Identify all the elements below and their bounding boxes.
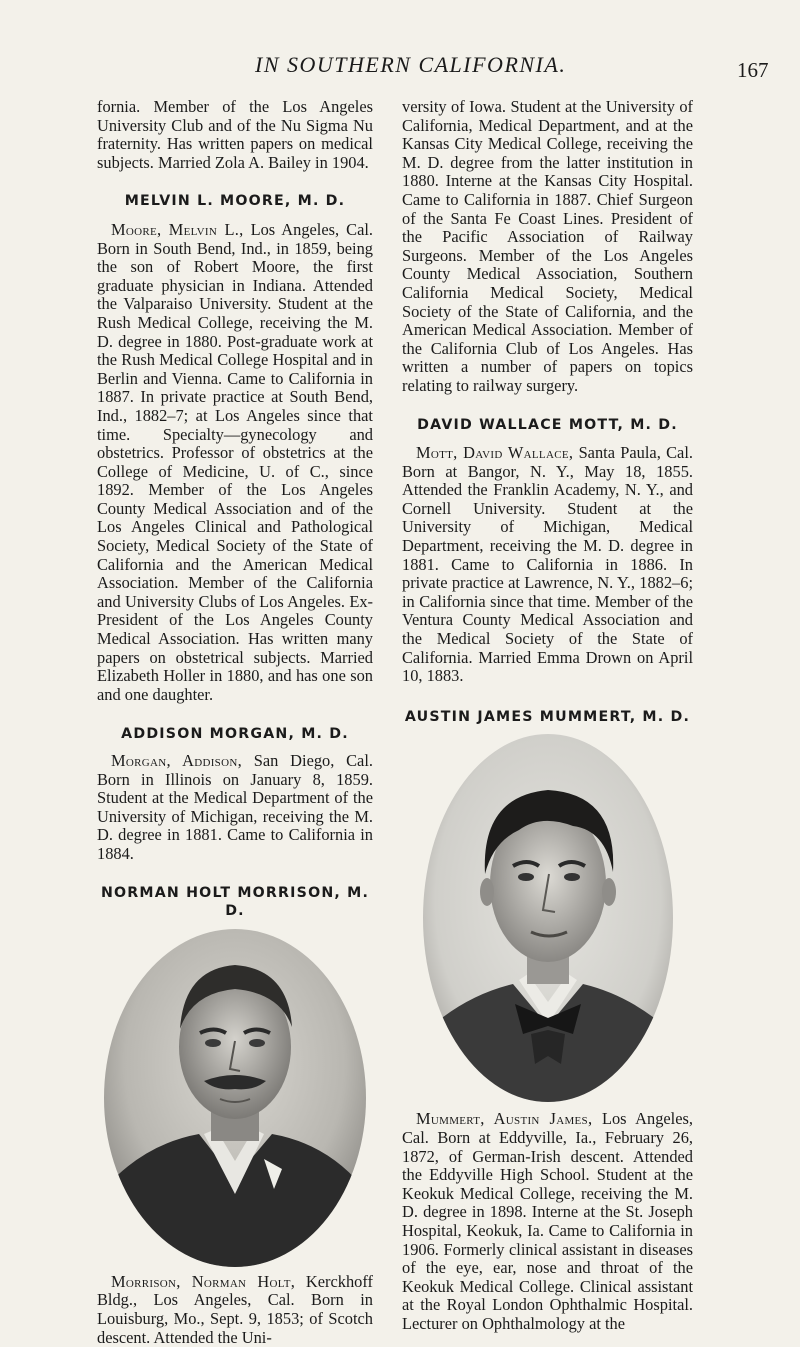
- mummert-name: Mummert, Austin James,: [416, 1109, 593, 1129]
- mummert-entry: [402, 1110, 693, 1333]
- morrison-body: Kerckhoff Bldg., Los Angeles, Cal. Born in Louisburg, Mo., Sept. 9, 1853; of Scotch descent. Attended the Uni-: [97, 1271, 373, 1347]
- morgan-name: Morgan, Addison,: [111, 751, 242, 770]
- moore-name: Moore, Melvin L.,: [111, 219, 244, 239]
- page-number: 167: [737, 58, 769, 82]
- running-head: IN SOUTHERN CALIFORNIA.: [255, 52, 567, 77]
- morrison-heading: NORMAN HOLT MORRISON, M. D.: [100, 884, 370, 920]
- morrison-portrait: [104, 929, 366, 1267]
- mummert-portrait: [423, 734, 673, 1102]
- mott-entry: [402, 444, 693, 686]
- morgan-entry: [97, 752, 373, 864]
- mott-heading: DAVID WALLACE MOTT, M. D.: [417, 416, 678, 433]
- continued-paragraph-right: versity of Iowa. Student at the University of California, Medical Department, and at the Kansas City Medical College, receiving the M. D. degree from the latter institution in 1880. Interne at the Kansas City Hospital. Came to California in 1887. Chief Surgeon of the Santa Fe Coast Lines. President of the Pacific Association of Railway Surgeons. Member of the Los Angeles County Medical Association, Southern California Medical Society, Medical Society of the State of California, and the American Medical Association. Member of the California Club of Los Angeles. Has written a number of papers on topics relating to railway surgery.: [402, 97, 693, 395]
- moore-body: Los Angeles, Cal. Born in South Bend, Ind., in 1859, being the son of Robert Moore, the first graduate physician in Indiana. Attended the Valparaiso University. Student at the Rush Medical College, receiving the M. D. degree in 1880. Post-graduate work at the Rush Medical College Hospital and in Berlin and Vienna. Came to California in 1887. In private practice at South Bend, Ind., 1882–7; at Los Angeles since that time. Specialty—gynecology and obstetrics. Professor of obstetrics at the College of Medicine, U. of C., since 1892. Member of the Los Angeles County Medical Association and of the Los Angeles Clinical and Pathological Society, Medical Society of the State of California and the American Medical Association. Member of the California and University Clubs of Los Angeles. Ex-President of the Los Angeles County Medical Association. Has written many papers on obstetrical subjects. Married Elizabeth Holler in 1880, and has one son and one daughter.: [97, 219, 373, 704]
- moore-entry: [97, 221, 373, 704]
- right-column: [402, 98, 693, 1334]
- morgan-heading: ADDISON MORGAN, M. D.: [121, 726, 349, 743]
- morrison-entry: [97, 1273, 373, 1347]
- morrison-name: Morrison, Norman Holt,: [111, 1271, 296, 1291]
- moore-heading: MELVIN L. MOORE, M. D.: [124, 193, 346, 210]
- page-header: [0, 52, 800, 92]
- mott-name: Mott, David Wallace,: [416, 443, 574, 463]
- mummert-body: Los Angeles, Cal. Born at Eddyville, Ia., February 26, 1872, of German-Irish descent. Attended the Eddyville High School. Student at the Keokuk Medical College, receiving the M. D. degree in 1898. Interne at the St. Joseph Hospital, Keokuk, Ia. Came to California in 1906. Formerly clinical assistant in diseases of the eye, ear, nose and throat of the Keokuk Medical College. Clinical assistant at the Royal London Ophthalmic Hospital. Lecturer on Ophthalmology at the: [402, 1109, 693, 1333]
- mott-body: Santa Paula, Cal. Born at Bangor, N. Y., May 18, 1855. Attended the Franklin Academy, N. Y., and Cornell University. Student at the University of Michigan, Medical Department, receiving the M. D. degree in 1881. Came to California in 1886. In private practice at Lawrence, N. Y., 1882–6; in California since that time. Member of the Ventura County Medical Association and the Medical Society of the State of California. Married Emma Drown on April 10, 1883.: [402, 443, 693, 686]
- continued-paragraph: fornia. Member of the Los Angeles University Club and of the Nu Sigma Nu fraternity. Has written papers on medical subjects. Married Zola A. Bailey in 1904.: [97, 97, 373, 172]
- morgan-body: San Diego, Cal. Born in Illinois on January 8, 1859. Student at the Medical Department of the University of Michigan, receiving the M. D. degree in 1881. Came to California in 1884.: [97, 751, 373, 863]
- mummert-heading: AUSTIN JAMES MUMMERT, M. D.: [404, 708, 691, 725]
- left-column: [97, 98, 373, 1347]
